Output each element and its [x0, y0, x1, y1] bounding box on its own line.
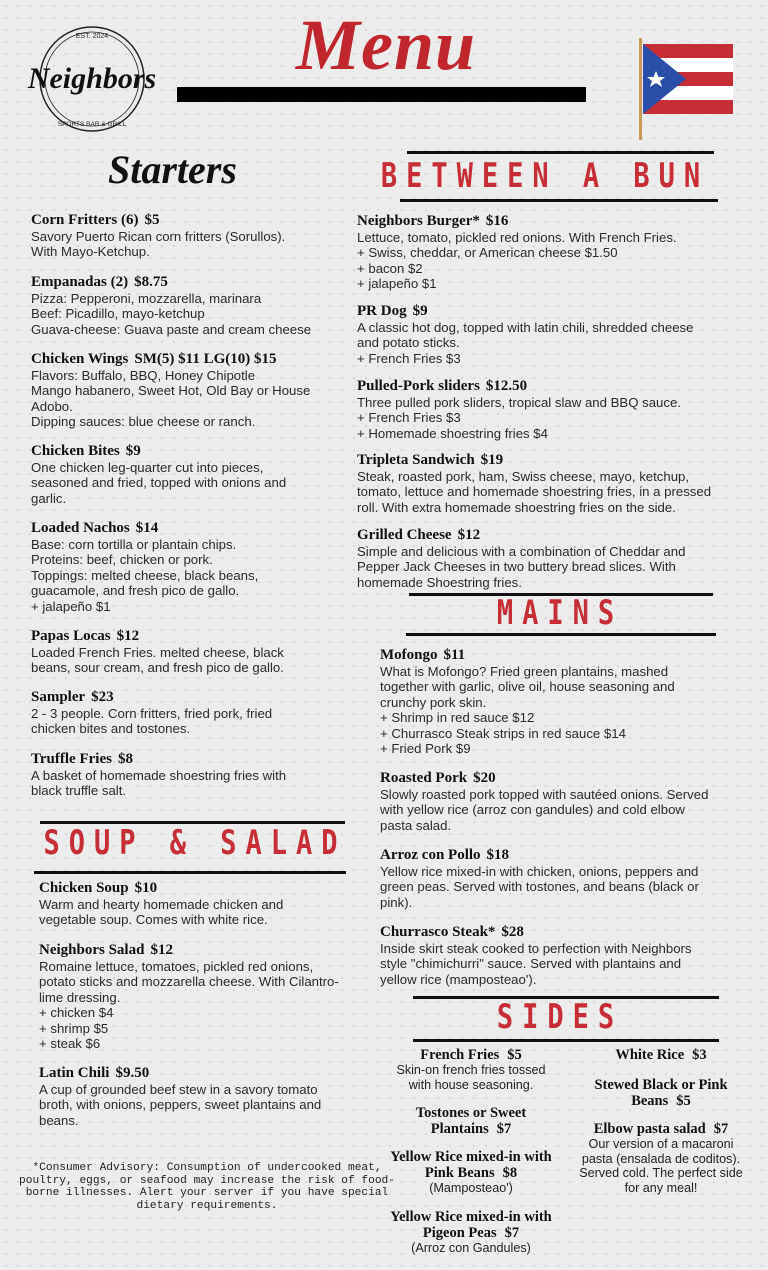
item-name: Chicken Bites	[31, 443, 120, 459]
item-name: Chicken Wings	[31, 351, 129, 367]
item-name-price	[31, 627, 284, 645]
item-description-line: + French Fries $3	[357, 350, 461, 366]
item-description-line: Adobo.	[31, 398, 73, 414]
item-name-price	[566, 1077, 756, 1109]
item-description-line: Flavors: Buffalo, BBQ, Honey Chipotle	[31, 368, 256, 383]
menu-item	[380, 769, 708, 833]
item-price: $3	[692, 1047, 707, 1063]
item-name: Papas Locas	[31, 628, 111, 644]
item-description-line: garlic.	[31, 490, 67, 506]
item-price: $8	[502, 1165, 518, 1181]
item-description-line: A classic hot dog, topped with latin chili, shredded cheese	[357, 320, 694, 335]
item-name: Mofongo	[380, 647, 438, 663]
item-description-line: and potato sticks.	[357, 335, 460, 351]
item-description-line: Mango habanero, Sweet Hot, Old Bay or House	[31, 383, 311, 399]
item-name-price	[357, 451, 711, 469]
item-name: Neighbors Salad	[39, 942, 145, 958]
item-description-line: With Mayo-Ketchup.	[31, 244, 150, 260]
item-price: $5	[144, 212, 160, 228]
item-description-line: Warm and hearty homemade chicken and	[39, 897, 284, 912]
menu-item	[31, 211, 285, 260]
item-name-price	[380, 646, 675, 664]
item-name: Loaded Nachos	[31, 520, 130, 536]
item-name: Yellow Rice mixed-in with Pink Beans	[390, 1149, 552, 1181]
item-description-line: + steak $6	[39, 1036, 101, 1052]
item-price: $9.50	[115, 1065, 150, 1081]
item-price: $12	[150, 942, 173, 958]
item-description-line: potato sticks and mozzarella cheese. With Cilantro-	[39, 974, 339, 990]
item-price: $5	[507, 1047, 522, 1063]
item-name-price	[376, 1105, 566, 1137]
item-description-line: + bacon $2	[357, 260, 423, 276]
item-name-price	[566, 1047, 756, 1063]
svg-text:EST. 2024: EST. 2024	[75, 33, 109, 40]
item-name: Sampler	[31, 689, 86, 705]
item-name: Chicken Soup	[39, 880, 129, 896]
menu-item	[357, 377, 681, 441]
item-description-line: + Fried Pork $9	[380, 741, 471, 757]
item-description-line: vegetable soup. Comes with white rice.	[39, 912, 268, 928]
item-name-price	[357, 212, 677, 230]
item-name-price	[376, 1149, 566, 1181]
sides-heading: SIDES	[496, 998, 624, 1037]
item-description-line: lime dressing.	[39, 989, 121, 1005]
item-description-line: pasta salad.	[380, 817, 452, 833]
item-description-line: for any meal!	[624, 1180, 698, 1195]
page-title: Menu	[296, 5, 477, 85]
menu-item	[566, 1047, 756, 1063]
item-description-line: Proteins: beef, chicken or pork.	[31, 552, 213, 568]
item-name-price	[566, 1121, 756, 1137]
menu-item	[357, 212, 677, 292]
item-description-line: + jalapeño $1	[357, 276, 437, 292]
item-name: Corn Fritters (6)	[31, 212, 139, 228]
item-name-price	[39, 941, 339, 959]
menu-item	[31, 627, 284, 676]
item-name-price	[357, 377, 681, 395]
item-description-line: Simple and delicious with a combination of Cheddar and	[357, 544, 686, 559]
item-description-line: A basket of homemade shoestring fries with	[31, 768, 287, 783]
item-name-price	[31, 442, 286, 460]
item-description-line: guacamole, and fresh pico de gallo.	[31, 583, 240, 599]
item-description-line: (Mamposteao')	[429, 1181, 513, 1195]
svg-text:SPORTS BAR & GRILL: SPORTS BAR & GRILL	[57, 121, 127, 128]
item-name: Arroz con Pollo	[380, 847, 481, 863]
item-description-line: Our version of a macaroni	[588, 1137, 734, 1151]
item-name-price	[380, 769, 708, 787]
title-underline	[177, 87, 586, 102]
item-name: Tostones or Sweet Plantains	[415, 1105, 527, 1137]
menu-item	[380, 923, 692, 987]
item-description-line: seasoned and fried, topped with onions and	[31, 475, 287, 491]
item-description-line: tomato, lettuce and homemade shoestring fries, in a pressed	[357, 484, 712, 500]
section-rule	[406, 633, 716, 636]
section-rule	[413, 1039, 719, 1042]
menu-item	[31, 688, 272, 737]
menu-item	[376, 1047, 566, 1092]
item-name-price	[31, 273, 311, 291]
item-description-line: beans.	[39, 1112, 79, 1128]
item-name: PR Dog	[357, 303, 407, 319]
item-description-line: roll. With extra homemade shoestring fries on the side.	[357, 499, 676, 515]
item-price: $16	[485, 213, 509, 229]
item-description-line: pasta (ensalada de coditos).	[581, 1151, 741, 1166]
item-price: $7	[713, 1121, 729, 1137]
item-description-line: Dipping sauces: blue cheese or ranch.	[31, 414, 256, 430]
item-price: $11	[443, 647, 466, 663]
item-name: Yellow Rice mixed-in with Pigeon Peas	[390, 1209, 552, 1241]
item-name-price	[31, 350, 310, 368]
menu-item	[31, 273, 311, 337]
item-description-line: with house seasoning.	[408, 1077, 534, 1092]
menu-item	[380, 846, 699, 910]
item-price: $20	[473, 770, 496, 786]
item-name: Stewed Black or Pink Beans	[594, 1077, 728, 1109]
item-description-line: (Arroz con Gandules)	[411, 1241, 531, 1255]
item-description-line: Lettuce, tomato, pickled red onions. With French Fries.	[357, 230, 677, 245]
item-price: $12	[116, 628, 140, 644]
item-description-line: + jalapeño $1	[31, 598, 111, 614]
item-price: $12.50	[485, 378, 528, 394]
menu-item	[39, 941, 339, 1051]
item-description-line: yellow rice (mamposteao').	[380, 971, 537, 987]
svg-text:Neighbors: Neighbors	[27, 62, 157, 95]
item-description-line: chicken bites and tostones.	[31, 721, 191, 737]
section-rule	[400, 199, 718, 202]
item-description-line: + Swiss, cheddar, or American cheese $1.50	[357, 245, 618, 261]
item-description-line: Inside skirt steak cooked to perfection with Neighbors	[380, 941, 692, 956]
section-rule	[407, 151, 714, 154]
item-name: Elbow pasta salad	[593, 1121, 706, 1137]
item-price: $9	[125, 443, 141, 459]
item-name-price	[31, 211, 285, 229]
menu-item	[566, 1121, 756, 1195]
item-description-line: Slowly roasted pork topped with sautéed onions. Served	[380, 787, 709, 802]
item-description-line: with yellow rice (arroz con gandules) and cold elbow	[380, 802, 685, 818]
menu-item	[31, 442, 286, 506]
item-description-line: What is Mofongo? Fried green plantains, mashed	[380, 664, 669, 679]
item-price: $5	[676, 1093, 691, 1109]
soup-salad-heading: SOUP & SALAD	[43, 824, 347, 863]
item-name-price	[31, 519, 258, 537]
item-description-line: Pepper Jack Cheeses in two buttery bread slices. With	[357, 559, 676, 575]
item-name: Roasted Pork	[380, 770, 468, 786]
item-description-line: Served cold. The perfect side	[579, 1166, 743, 1180]
menu-item	[357, 302, 694, 366]
item-price: $7	[504, 1225, 520, 1241]
menu-item	[31, 350, 310, 430]
item-description-line: Base: corn tortilla or plantain chips.	[31, 537, 237, 552]
item-name: Churrasco Steak*	[380, 924, 496, 940]
item-description-line: + Churrasco Steak strips in red sauce $14	[380, 725, 626, 741]
item-name: Empanadas (2)	[31, 274, 129, 290]
item-description-line: Loaded French Fries. melted cheese, black	[31, 645, 284, 660]
item-name-price	[39, 879, 283, 897]
item-price: $7	[496, 1121, 512, 1137]
item-description-line: Skin-on french fries tossed	[396, 1063, 546, 1077]
item-name-price	[357, 302, 694, 320]
item-price: $10	[134, 880, 158, 896]
section-rule	[34, 871, 346, 874]
item-name-price	[376, 1047, 566, 1063]
menu-item	[376, 1149, 566, 1196]
item-name: Truffle Fries	[31, 751, 112, 767]
item-description-line: Yellow rice mixed-in with chicken, onions, peppers and	[380, 864, 699, 879]
consumer-advisory: *Consumer Advisory: Consumption of undercooked meat, poultry, eggs, or seafood may increase the risk of food-borne illnesses. Alert your server if you have special dietary requirements.	[19, 1162, 395, 1212]
item-price: $9	[412, 303, 428, 319]
item-description-line: Romaine lettuce, tomatoes, pickled red onions,	[39, 959, 314, 974]
item-description-line: + Shrimp in red sauce $12	[380, 710, 535, 726]
menu-item	[357, 451, 711, 515]
item-price: $23	[91, 689, 114, 705]
menu-item	[31, 750, 286, 799]
item-description-line: Toppings: melted cheese, black beans,	[31, 567, 259, 583]
menu-item	[380, 646, 675, 756]
item-price: $18	[486, 847, 510, 863]
item-name-price	[380, 846, 699, 864]
item-description-line: One chicken leg-quarter cut into pieces,	[31, 460, 264, 475]
item-description-line: 2 - 3 people. Corn fritters, fried pork, fried	[31, 706, 273, 721]
item-description-line: A cup of grounded beef stew in a savory tomato	[39, 1082, 318, 1097]
menu-item	[357, 526, 685, 590]
item-name-price	[357, 526, 685, 544]
item-price: $14	[135, 520, 159, 536]
restaurant-logo	[20, 22, 165, 137]
starters-heading: Starters	[108, 147, 237, 192]
item-price: $12	[457, 527, 481, 543]
item-description-line: together with garlic, olive oil, house seasoning and	[380, 679, 675, 695]
item-name-price	[380, 923, 692, 941]
item-description-line: style "chimichurri" sauce. Served with plantains and	[380, 956, 682, 972]
item-name: Latin Chili	[39, 1065, 110, 1081]
menu-item	[376, 1209, 566, 1256]
item-description-line: Beef: Picadillo, mayo-ketchup	[31, 306, 205, 322]
item-name: Tripleta Sandwich	[357, 452, 475, 468]
menu-item	[39, 879, 283, 928]
item-description-line: beans, sour cream, and fresh pico de gallo.	[31, 660, 284, 676]
item-description-line: broth, with onions, peppers, sweet plantains and	[39, 1097, 322, 1113]
item-name: Neighbors Burger*	[357, 213, 480, 229]
item-description-line: + Homemade shoestring fries $4	[357, 425, 548, 441]
item-name: White Rice	[615, 1047, 685, 1063]
item-description-line: crunchy pork skin.	[380, 694, 487, 710]
item-description-line: green peas. Served with tostones, and beans (black or	[380, 879, 699, 895]
item-name-price	[39, 1064, 321, 1082]
item-description-line: + shrimp $5	[39, 1020, 109, 1036]
item-name-price	[31, 688, 272, 706]
item-name-price	[376, 1209, 566, 1241]
between-a-bun-heading: BETWEEN A BUN	[380, 157, 710, 196]
item-name: Pulled-Pork sliders	[357, 378, 480, 394]
item-description-line: + chicken $4	[39, 1005, 114, 1021]
item-description-line: Guava-cheese: Guava paste and cream cheese	[31, 321, 312, 337]
item-description-line: Steak, roasted pork, ham, Swiss cheese, mayo, ketchup,	[357, 469, 690, 484]
menu-item	[376, 1105, 566, 1137]
item-description-line: Savory Puerto Rican corn fritters (Sorullos).	[31, 229, 286, 244]
mains-heading: MAINS	[496, 594, 624, 633]
menu-item	[31, 519, 258, 614]
item-description-line: black truffle salt.	[31, 783, 127, 799]
item-description-line: pink).	[380, 894, 413, 910]
item-description-line: Three pulled pork sliders, tropical slaw and BBQ sauce.	[357, 395, 681, 410]
item-description-line: + French Fries $3	[357, 410, 461, 426]
item-name: French Fries	[420, 1047, 500, 1063]
item-price: $19	[480, 452, 504, 468]
item-description-line: homemade Shoestring fries.	[357, 574, 522, 590]
item-price: $28	[501, 924, 524, 940]
puerto-rico-flag-icon	[636, 36, 736, 142]
item-name-price	[31, 750, 286, 768]
item-price: $8.75	[134, 274, 168, 290]
menu-item	[566, 1077, 756, 1109]
item-description-line: Pizza: Pepperoni, mozzarella, marinara	[31, 291, 262, 306]
item-price: $8	[117, 751, 133, 767]
item-name: Grilled Cheese	[357, 527, 452, 543]
item-price: SM(5) $11 LG(10) $15	[134, 351, 277, 367]
menu-item	[39, 1064, 321, 1128]
